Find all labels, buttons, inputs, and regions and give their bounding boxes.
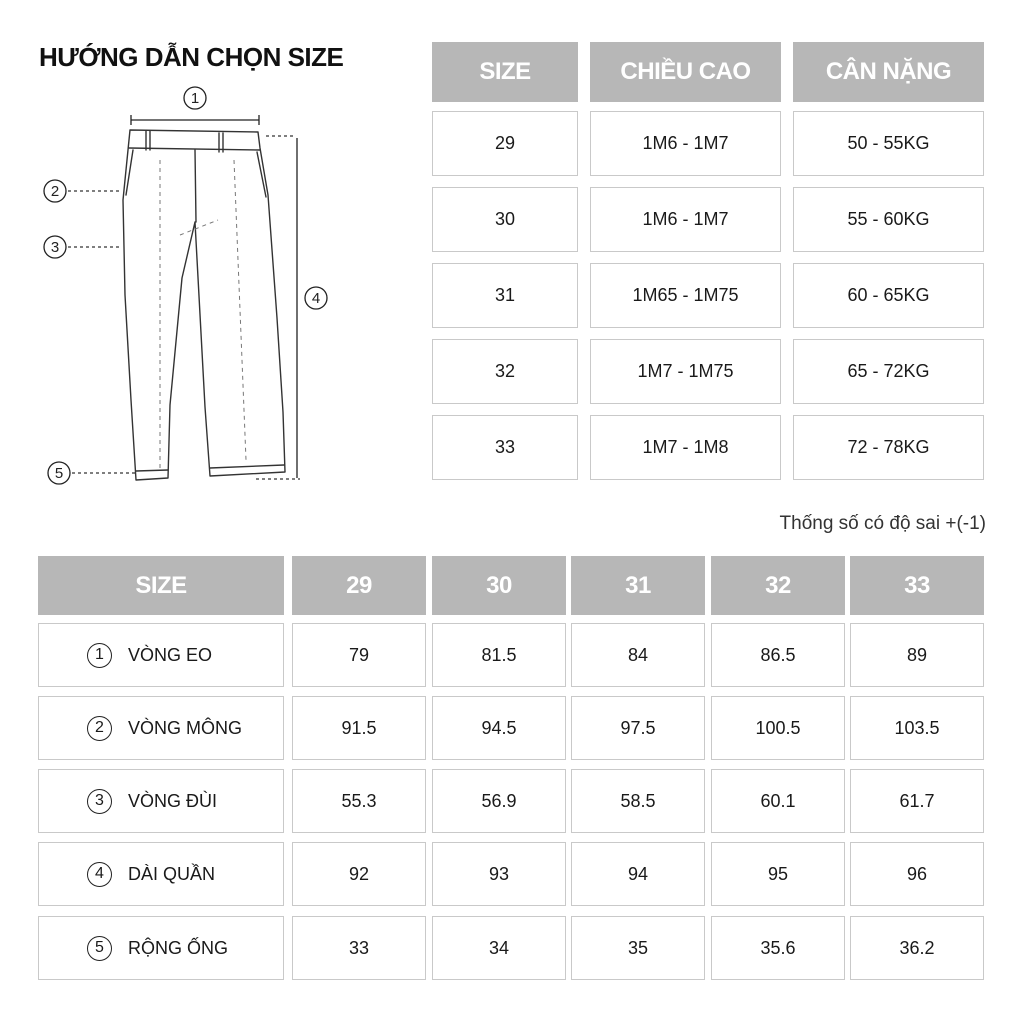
measure-table-cell: 61.7 (850, 769, 984, 833)
size-table-cell: 30 (432, 187, 578, 252)
pants-diagram-icon (38, 80, 338, 490)
size-table-cell: 31 (432, 263, 578, 328)
size-table-cell: 29 (432, 111, 578, 176)
measure-table-cell: 55.3 (292, 769, 426, 833)
measure-table-cell: 93 (432, 842, 566, 906)
measure-number-icon: 3 (87, 789, 112, 814)
measure-row-label (38, 623, 284, 687)
measure-table-cell: 35 (571, 916, 705, 980)
measure-table-header: SIZE (38, 556, 284, 615)
measure-table-header: 32 (711, 556, 845, 615)
measure-table-cell: 91.5 (292, 696, 426, 760)
measure-table-cell: 103.5 (850, 696, 984, 760)
measure-table-cell: 94.5 (432, 696, 566, 760)
measure-label-text: RỘNG ỐNG (128, 937, 229, 958)
measure-table-cell: 36.2 (850, 916, 984, 980)
marker-2: 2 (50, 183, 60, 200)
size-table-header: CHIỀU CAO (590, 42, 781, 102)
marker-3: 3 (50, 239, 60, 256)
measure-table-cell: 84 (571, 623, 705, 687)
measure-row-label (38, 696, 284, 760)
measure-table-cell: 94 (571, 842, 705, 906)
measure-table-cell: 58.5 (571, 769, 705, 833)
measure-table-cell: 35.6 (711, 916, 845, 980)
measure-table-cell: 60.1 (711, 769, 845, 833)
measure-row-label (38, 916, 284, 980)
measure-number-icon: 4 (87, 862, 112, 887)
tolerance-note: Thống số có độ sai +(-1) (779, 513, 986, 534)
size-table-cell: 32 (432, 339, 578, 404)
size-table-cell: 55 - 60KG (793, 187, 984, 252)
measure-table-header: 33 (850, 556, 984, 615)
size-table-header: CÂN NẶNG (793, 42, 984, 102)
page-title: HƯỚNG DẪN CHỌN SIZE (39, 42, 344, 72)
size-table-cell: 1M7 - 1M75 (590, 339, 781, 404)
measure-label-text: VÒNG ĐÙI (128, 790, 218, 811)
measure-table-header: 30 (432, 556, 566, 615)
measure-label-text: VÒNG MÔNG (128, 717, 243, 738)
marker-5: 5 (54, 465, 64, 482)
size-table-cell: 33 (432, 415, 578, 480)
marker-4: 4 (311, 290, 321, 307)
size-table-cell: 1M6 - 1M7 (590, 111, 781, 176)
measure-label-text: DÀI QUẦN (128, 863, 216, 884)
measure-table-cell: 95 (711, 842, 845, 906)
size-table-cell: 60 - 65KG (793, 263, 984, 328)
size-table-cell: 50 - 55KG (793, 111, 984, 176)
measure-table-cell: 89 (850, 623, 984, 687)
measure-table-cell: 97.5 (571, 696, 705, 760)
measure-table-header: 29 (292, 556, 426, 615)
size-table-header: SIZE (432, 42, 578, 102)
size-table-cell: 1M7 - 1M8 (590, 415, 781, 480)
size-table-cell: 1M6 - 1M7 (590, 187, 781, 252)
measure-table-cell: 34 (432, 916, 566, 980)
measure-table-cell: 81.5 (432, 623, 566, 687)
measure-number-icon: 5 (87, 936, 112, 961)
size-table-cell: 65 - 72KG (793, 339, 984, 404)
measure-row-label (38, 769, 284, 833)
measure-table-cell: 96 (850, 842, 984, 906)
measure-table-cell: 100.5 (711, 696, 845, 760)
size-table-cell: 72 - 78KG (793, 415, 984, 480)
marker-1: 1 (190, 90, 200, 107)
measure-table-cell: 79 (292, 623, 426, 687)
measure-table-cell: 56.9 (432, 769, 566, 833)
measure-number-icon: 1 (87, 643, 112, 668)
measure-table-cell: 92 (292, 842, 426, 906)
measure-row-label (38, 842, 284, 906)
measure-table-header: 31 (571, 556, 705, 615)
measure-table-cell: 86.5 (711, 623, 845, 687)
measure-label-text: VÒNG EO (128, 644, 213, 665)
measure-number-icon: 2 (87, 716, 112, 741)
measure-table-cell: 33 (292, 916, 426, 980)
size-table-cell: 1M65 - 1M75 (590, 263, 781, 328)
